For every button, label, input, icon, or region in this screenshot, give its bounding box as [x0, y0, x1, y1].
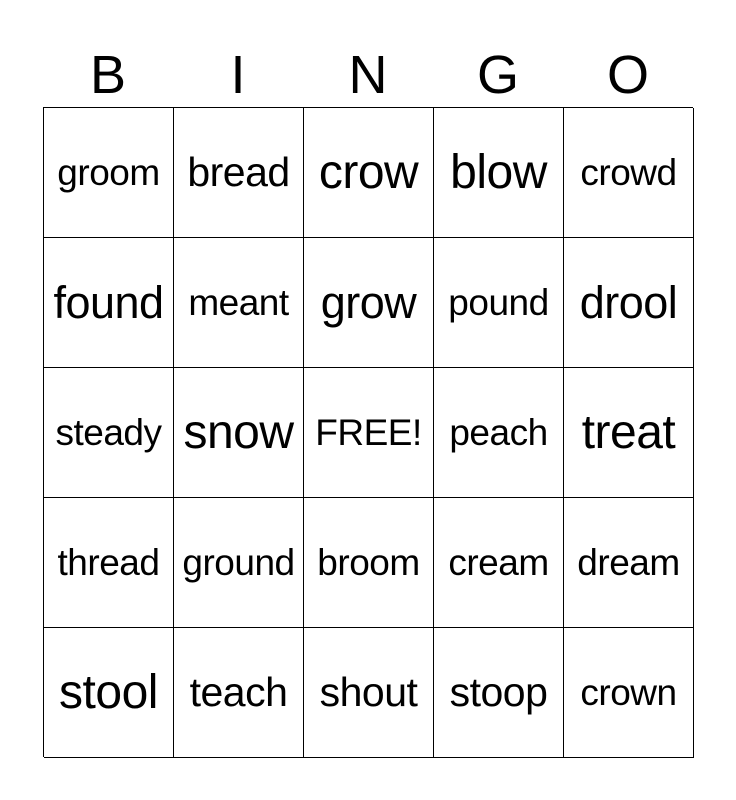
header-letter-b: B	[89, 45, 127, 105]
bingo-cell[interactable]: found	[44, 238, 174, 368]
header-letter-i: I	[230, 45, 246, 105]
bingo-cell[interactable]: meant	[174, 238, 304, 368]
bingo-cell[interactable]: ground	[174, 498, 304, 628]
bingo-cell[interactable]: groom	[44, 108, 174, 238]
bingo-cell[interactable]: thread	[44, 498, 174, 628]
bingo-cell[interactable]: crown	[564, 628, 694, 758]
bingo-cell[interactable]: crow	[304, 108, 434, 238]
bingo-cell[interactable]: bread	[174, 108, 304, 238]
free-space-cell[interactable]: FREE!	[304, 368, 434, 498]
header-letter-g: G	[476, 45, 519, 105]
bingo-cell[interactable]: steady	[44, 368, 174, 498]
header-letter-o: O	[606, 45, 649, 105]
bingo-cell[interactable]: peach	[434, 368, 564, 498]
bingo-cell[interactable]: stoop	[434, 628, 564, 758]
bingo-cell[interactable]: snow	[174, 368, 304, 498]
bingo-cell[interactable]: teach	[174, 628, 304, 758]
bingo-cell[interactable]: cream	[434, 498, 564, 628]
bingo-cell[interactable]: broom	[304, 498, 434, 628]
bingo-cell[interactable]: drool	[564, 238, 694, 368]
bingo-cell[interactable]: crowd	[564, 108, 694, 238]
header-letter-n: N	[348, 45, 388, 105]
bingo-cell[interactable]: grow	[304, 238, 434, 368]
bingo-cell[interactable]: stool	[44, 628, 174, 758]
bingo-header	[43, 44, 693, 106]
bingo-cell[interactable]: treat	[564, 368, 694, 498]
bingo-cell[interactable]: blow	[434, 108, 564, 238]
bingo-cell[interactable]: pound	[434, 238, 564, 368]
bingo-cell[interactable]: dream	[564, 498, 694, 628]
bingo-cell[interactable]: shout	[304, 628, 434, 758]
bingo-board	[43, 107, 693, 757]
